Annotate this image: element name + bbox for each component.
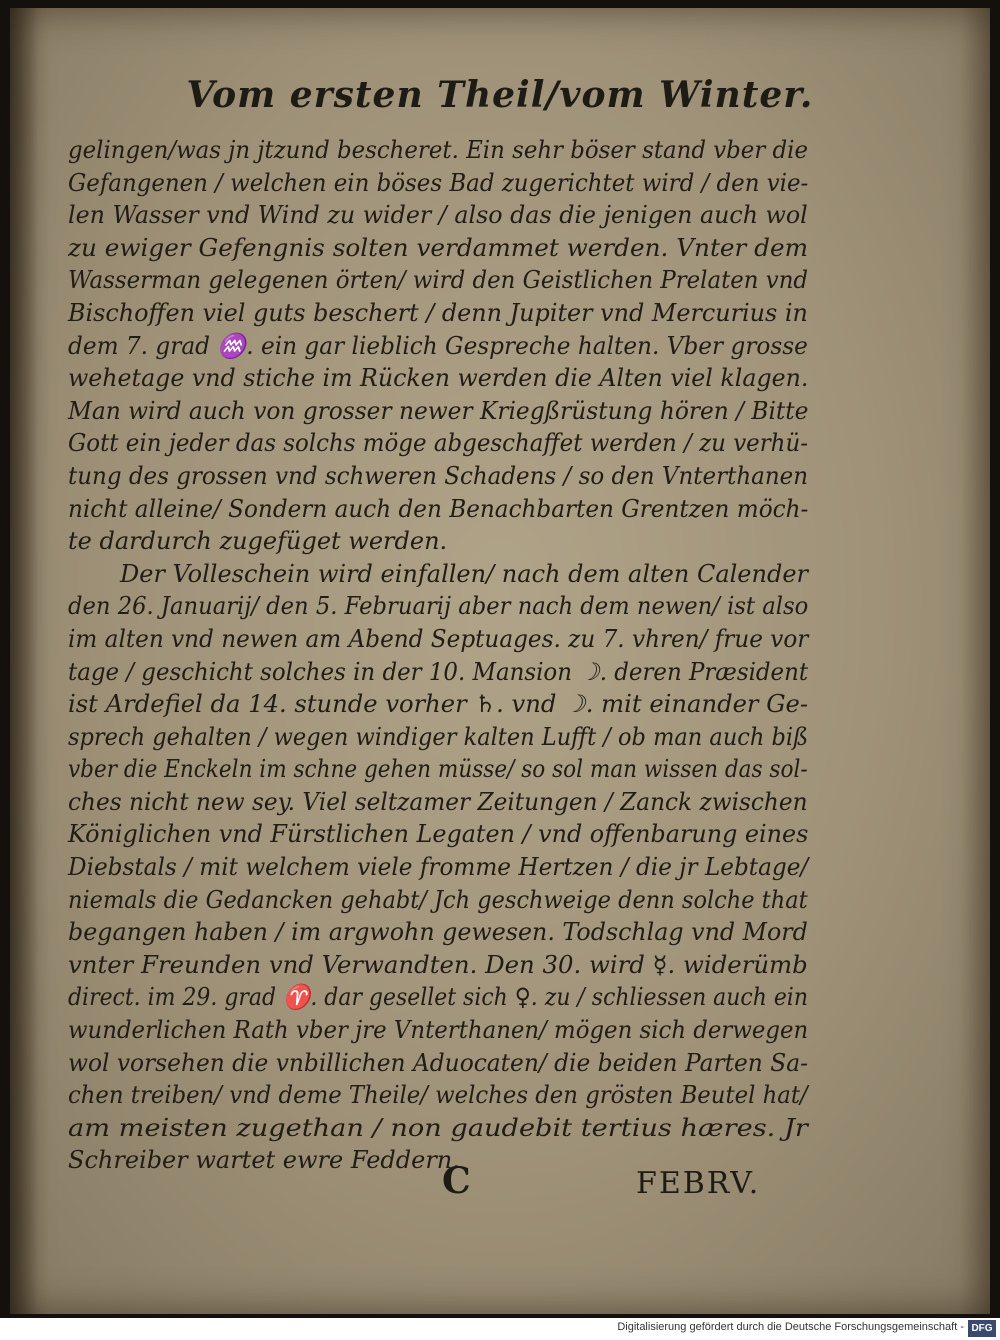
footer-credit: Digitalisierung gefördert durch die Deutsche Forschungsgemeinschaft -	[617, 1321, 964, 1333]
digitization-footer	[0, 1318, 1000, 1340]
text-line-paragraph-start: Der Volleschein wird einfallen/ nach dem alten Calender	[120, 559, 809, 588]
book-page	[10, 8, 990, 1314]
page-foot	[10, 1160, 990, 1204]
running-header: Vom ersten Theil/vom Winter.	[186, 74, 814, 116]
signature-mark: C	[442, 1160, 471, 1202]
page-gutter-shadow	[10, 8, 38, 1314]
body-text: gelingen/was jn jtzund bescheret. Ein sehr böser stand vber die Gefangenen / welchen ein böses Bad zugerichtet wird / den vie- len Wasser vnd Wind zu wider / also das die jenigen auch wol zu ewiger Gefengnis solten verdammet werden. Vnter dem Wasserman gelegenen örten/ wird den Geistlichen Prelaten vnd Bischoffen viel guts beschert / denn Jupiter vnd Mercurius in dem 7. grad ♒. ein gar lieblich Gespreche halten. Vber grosse wehetage vnd stiche im Rücken werden die Alten viel klagen. Man wird auch von grosser newer Kriegßrüstung hören / Bitte Gott ein jeder das solchs möge abgeschaffet werden / zu verhü- tung des grossen vnd schweren Schadens / so den Vnterthanen nicht alleine/ Sondern auch den Benachbarten Grentzen möch- te dardurch zugefüget werden. Der Volleschein wird einfallen/ nach dem alten Calender den 26. Januarij/ den 5. Februarij aber nach dem newen/ ist also im alten vnd newen am Abend Septuages. zu 7. vhren/ frue vor tage / geschicht solches in der 10. Mansion ☽. deren Præsident ist Ardefiel da 14. stunde vorher ♄. vnd ☽. mit einander Ge- sprech gehalten / wegen windiger kalten Lufft / ob man auch biß vber die Enckeln im schne gehen müsse/ so sol man wissen das sol- ches nicht new sey. Viel seltzamer Zeitungen / Zanck zwischen Königlichen vnd Fürstlichen Legaten / vnd offenbarung eines Diebstals / mit welchem viele fromme Hertzen / die jr Lebtage/ niemals die Gedancken gehabt/ Jch geschweige denn solche that begangen haben / im argwohn gewesen. Todschlag vnd Mord vnter Freunden vnd Verwandten. Den 30. wird ☿. widerümb direct. im 29. grad ♈. dar gesellet sich ♀. zu / schliessen auch ein wunderlichen Rath vber jre Vnterthanen/ mögen sich derwegen wol vorsehen die vnbillichen Aduocaten/ die beiden Parten Sa- chen treiben/ vnd deme Theile/ welches den grösten Beutel hat/ am meisten zugethan / non gaudebit tertius hæres. Jr Schreiber wartet ewre Feddern.	[68, 136, 809, 1175]
catchword: FEBRV.	[636, 1166, 761, 1201]
dfg-logo: DFG	[968, 1320, 996, 1337]
